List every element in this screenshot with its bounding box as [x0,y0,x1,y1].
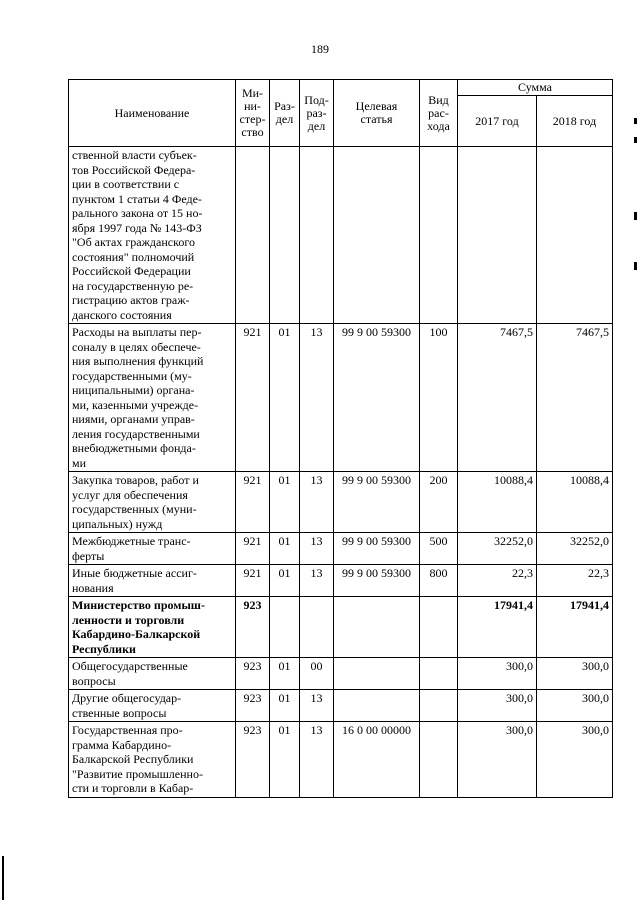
header-subsection: Под- раз- дел [300,80,334,147]
cell-sum-2018: 300,0 [537,690,613,722]
cell-expense-type: 200 [420,472,458,533]
cell-target-article: 99 9 00 59300 [334,533,420,565]
cell-expense-type [420,597,458,658]
table-row [69,472,613,533]
cell-section [270,147,300,324]
table-row [69,533,613,565]
cell-name: Общегосударственные вопросы [69,658,236,690]
cell-target-article: 99 9 00 59300 [334,565,420,597]
cell-sum-2018 [537,147,613,324]
header-sum: Сумма [458,80,613,96]
cell-expense-type: 800 [420,565,458,597]
cell-name: Министерство промыш- ленности и торговли Кабардино-Балкарской Республики [69,597,236,658]
cell-sum-2017: 300,0 [458,658,537,690]
cell-section [270,597,300,658]
scan-edge-mark [634,118,637,124]
cell-subsection: 13 [300,324,334,472]
cell-target-article: 99 9 00 59300 [334,472,420,533]
cell-sum-2017: 7467,5 [458,324,537,472]
header-expense-type: Вид рас- хода [420,80,458,147]
cell-subsection: 13 [300,722,334,798]
cell-sum-2018: 10088,4 [537,472,613,533]
table-row [69,722,613,798]
cell-section: 01 [270,690,300,722]
cell-sum-2017: 32252,0 [458,533,537,565]
cell-expense-type [420,658,458,690]
cell-expense-type [420,147,458,324]
cell-sum-2017: 300,0 [458,722,537,798]
cell-target-article [334,690,420,722]
table-row [69,597,613,658]
cell-name: Межбюджетные транс- ферты [69,533,236,565]
cell-section: 01 [270,324,300,472]
cell-name: Иные бюджетные ассиг- нования [69,565,236,597]
cell-sum-2017: 10088,4 [458,472,537,533]
scan-edge-mark [2,856,4,900]
cell-section: 01 [270,565,300,597]
table-row [69,147,613,324]
cell-sum-2017: 300,0 [458,690,537,722]
table-body [69,147,613,798]
cell-name: Расходы на выплаты пер- соналу в целях обеспече- ния выполнения функций государственными (му- ниципальными) органа- ми, казенными учрежде- ниями, органами управ- ления государственными внебюджетными фонда- ми [69,324,236,472]
cell-subsection: 00 [300,658,334,690]
cell-ministry: 923 [236,597,270,658]
cell-subsection [300,597,334,658]
cell-target-article [334,597,420,658]
cell-subsection: 13 [300,533,334,565]
cell-name: Другие общегосудар- ственные вопросы [69,690,236,722]
cell-target-article [334,658,420,690]
header-target-article: Целевая статья [334,80,420,147]
header-name: Наименование [69,80,236,147]
cell-expense-type [420,690,458,722]
header-ministry: Ми- ни- стер- ство [236,80,270,147]
cell-name: ственной власти субъек- тов Российской Федера- ции в соответствии с пунктом 1 статьи 4 Феде- рального закона от 15 но- ября 1997 года № 143-ФЗ "Об актах гражданского состояния" полномочий Российской Федерации на государственную ре- гистрацию актов граж- данского состояния [69,147,236,324]
cell-ministry: 921 [236,533,270,565]
cell-subsection: 13 [300,472,334,533]
cell-name: Государственная про- грамма Кабардино- Балкарской Республики "Развитие промышленно- сти и торговли в Кабар- [69,722,236,798]
cell-sum-2018: 22,3 [537,565,613,597]
cell-sum-2017 [458,147,537,324]
table-row [69,658,613,690]
table-row [69,324,613,472]
cell-ministry: 923 [236,658,270,690]
table-row [69,565,613,597]
cell-subsection [300,147,334,324]
cell-ministry: 921 [236,565,270,597]
cell-sum-2017: 17941,4 [458,597,537,658]
cell-target-article [334,147,420,324]
cell-sum-2018: 300,0 [537,722,613,798]
header-year-2017: 2017 год [458,96,537,147]
cell-sum-2018: 300,0 [537,658,613,690]
cell-section: 01 [270,722,300,798]
cell-expense-type [420,722,458,798]
cell-sum-2018: 32252,0 [537,533,613,565]
cell-sum-2018: 17941,4 [537,597,613,658]
cell-ministry: 921 [236,324,270,472]
cell-section: 01 [270,472,300,533]
cell-ministry [236,147,270,324]
table-row [69,690,613,722]
scan-edge-mark [634,212,637,220]
cell-ministry: 921 [236,472,270,533]
cell-expense-type: 100 [420,324,458,472]
page-number: 189 [311,42,329,56]
cell-sum-2017: 22,3 [458,565,537,597]
budget-table [68,79,613,798]
cell-target-article: 16 0 00 00000 [334,722,420,798]
cell-sum-2018: 7467,5 [537,324,613,472]
header-section: Раз- дел [270,80,300,147]
scan-edge-mark [634,262,637,270]
header-year-2018: 2018 год [537,96,613,147]
cell-ministry: 923 [236,690,270,722]
cell-subsection: 13 [300,565,334,597]
cell-subsection: 13 [300,690,334,722]
cell-section: 01 [270,658,300,690]
cell-target-article: 99 9 00 59300 [334,324,420,472]
cell-section: 01 [270,533,300,565]
cell-expense-type: 500 [420,533,458,565]
scan-edge-mark [634,137,637,143]
cell-ministry: 923 [236,722,270,798]
cell-name: Закупка товаров, работ и услуг для обеспечения государственных (муни- ципальных) нужд [69,472,236,533]
